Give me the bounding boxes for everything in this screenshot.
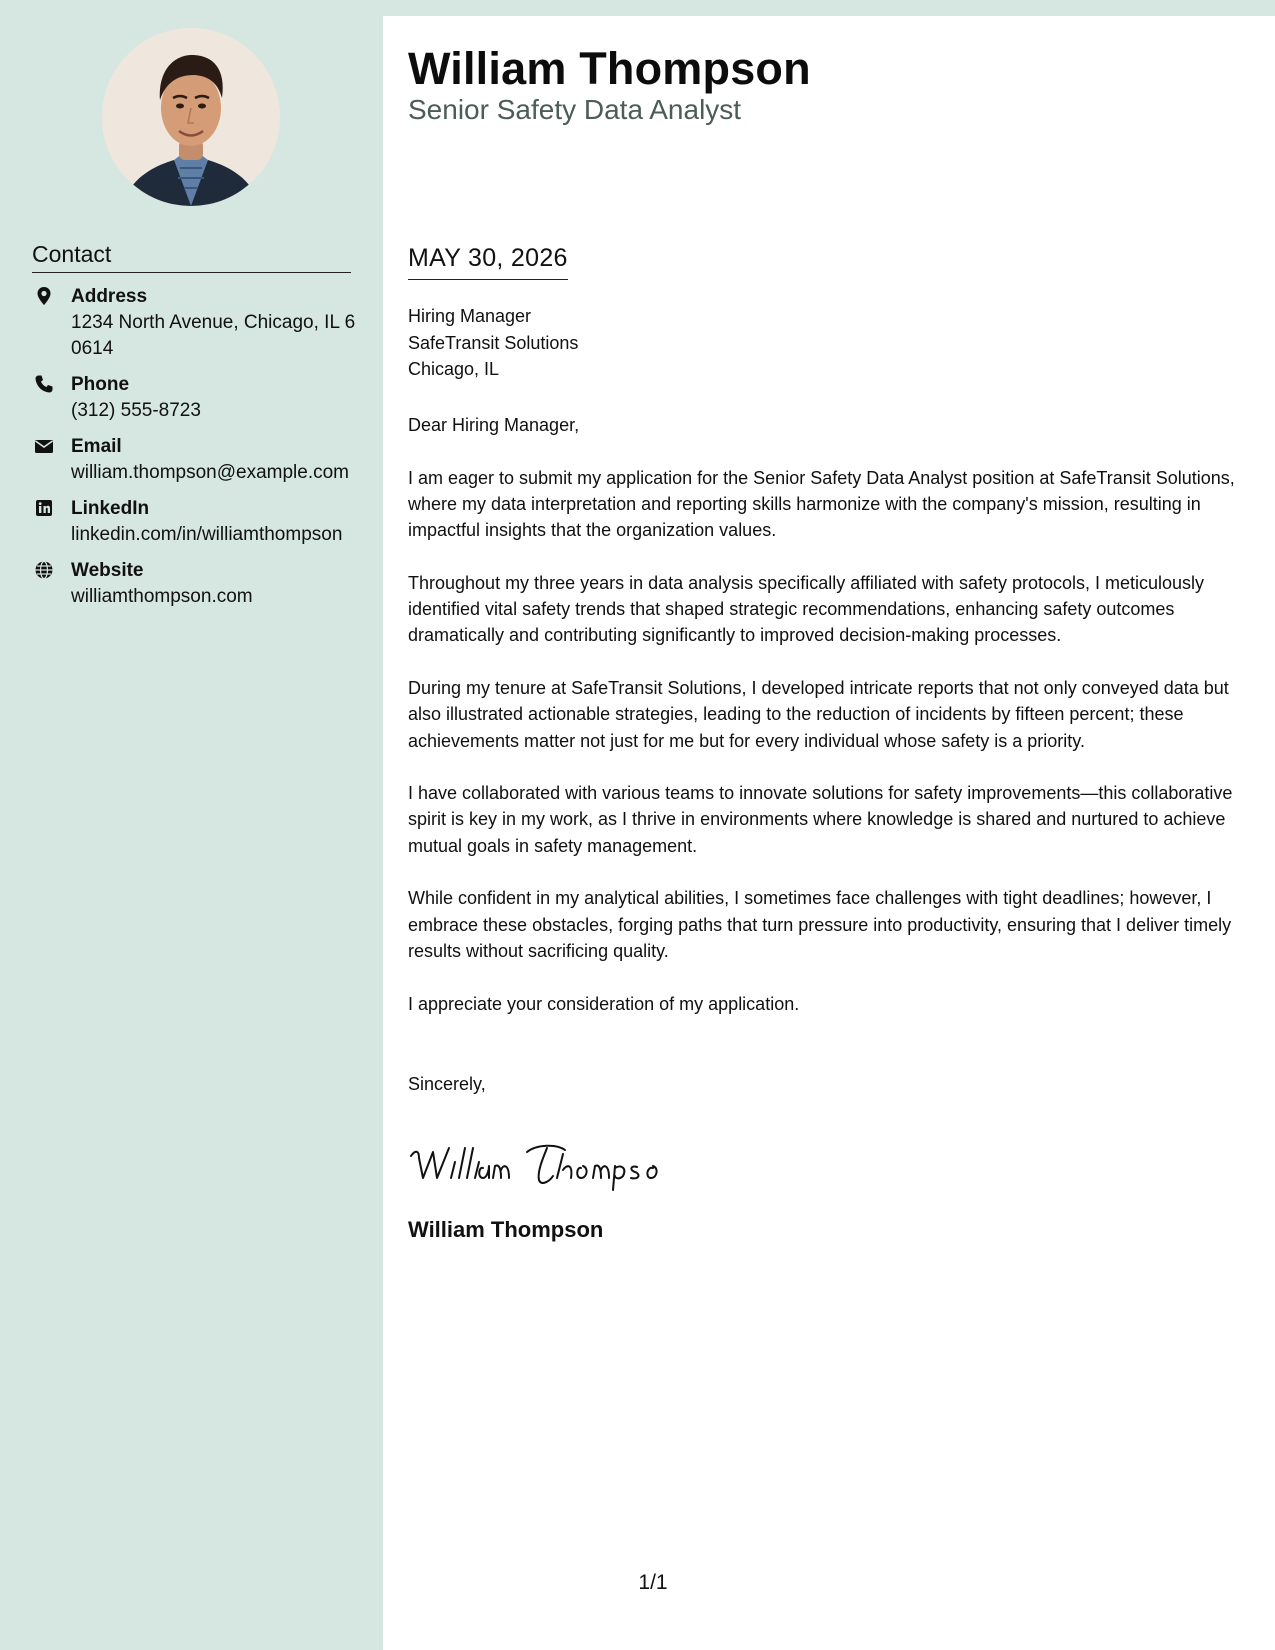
applicant-title: Senior Safety Data Analyst (408, 94, 742, 125)
body-paragraph: I have collaborated with various teams to innovate solutions for safety improvements—this collaborative spirit is key in my work, as I thrive in environments where knowledge is shared and nurtured to achieve mutual goals in safety management. (408, 783, 1233, 856)
body-paragraph: During my tenure at SafeTransit Solutions, I developed intricate reports that not only conveyed data but also illustrated actionable strategies, leading to the reduction of incidents by fifteen percent; these achievements matter not just for me but for every individual whose safety is a priority. (408, 677, 1229, 751)
recipient-line: Hiring Manager (408, 306, 532, 326)
sidebar (0, 0, 383, 1650)
body-paragraph: I appreciate your consideration of my application. (408, 993, 800, 1014)
body-paragraph: I am eager to submit my application for the Senior Safety Data Analyst position at SafeTransit Solutions, where my data interpretation and reporting skills harmonize with the company's mission, resulting in impactful insights that the organization values. (408, 467, 1235, 541)
recipient-line: Chicago, IL (408, 359, 500, 379)
signature-image (407, 1134, 667, 1194)
salutation: Dear Hiring Manager, (408, 415, 580, 435)
contact-label: Phone (71, 374, 130, 395)
contact-value: linkedin.com/in/williamthompson (71, 524, 343, 545)
contact-website (32, 558, 362, 610)
contact-email (32, 434, 362, 486)
contact-label: Email (71, 436, 122, 457)
linkedin-icon (34, 498, 54, 518)
contact-label: Website (71, 560, 144, 581)
letter-date: MAY 30, 2026 (408, 244, 568, 280)
contact-label: LinkedIn (71, 498, 150, 519)
contact-value: 1234 North Avenue, Chicago, IL 60614 (71, 312, 356, 359)
body-paragraph: Throughout my three years in data analysis specifically affiliated with safety protocols, I meticulously identified vital safety trends that shaped strategic recommendations, enhancing safety outcomes dramatically and contributing significantly to improved decision-making processes. (408, 572, 1205, 646)
contact-heading: Contact (32, 241, 351, 273)
contact-value: williamthompson.com (71, 586, 253, 607)
recipient-line: SafeTransit Solutions (408, 332, 579, 353)
contact-value: william.thompson@example.com (71, 462, 349, 483)
contact-list (32, 284, 362, 620)
body-paragraph: While confident in my analytical abilities, I sometimes face challenges with tight deadlines; however, I embrace these obstacles, forging paths that turn pressure into productivity, ensuring that I deliver timely results without sacrificing quality. (408, 888, 1232, 961)
applicant-name: William Thompson (408, 43, 811, 94)
letter-body (408, 412, 1253, 1043)
page-number: 1/1 (638, 1571, 668, 1594)
contact-linkedin (32, 496, 362, 548)
avatar (102, 28, 280, 206)
envelope-icon (34, 436, 54, 456)
handwritten-signature (407, 1134, 667, 1194)
recipient-block (408, 303, 578, 383)
contact-label: Address (71, 286, 148, 307)
contact-address (32, 284, 362, 362)
closing: Sincerely, (408, 1074, 486, 1094)
contact-phone (32, 372, 362, 424)
portrait-photo (102, 28, 280, 206)
signer-name: William Thompson (408, 1217, 604, 1242)
phone-icon (34, 374, 54, 394)
contact-value: (312) 555-8723 (71, 400, 201, 421)
letter-main (383, 16, 1275, 1650)
map-pin-icon (34, 286, 54, 306)
globe-icon (34, 560, 54, 580)
